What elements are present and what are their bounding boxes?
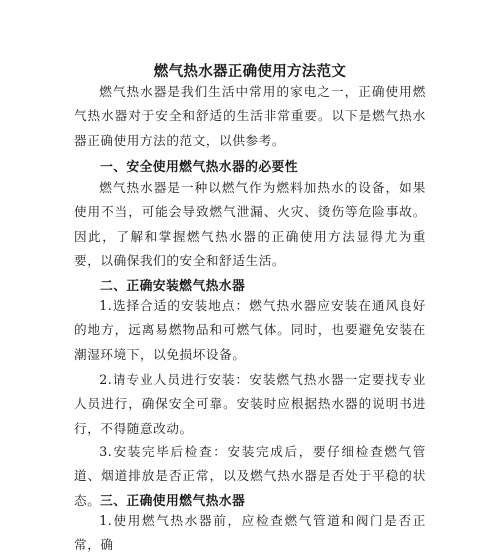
installation-item-3: 3.安装完毕后检查：安装完成后，要仔细检查燃气管道、烟道排放是否正常，以及燃气热水器是否处于平稳的状态。 (74, 444, 426, 508)
installation-item-2: 2.请专业人员进行安装：安装燃气热水器一定要找专业人员进行，确保安全可靠。安装时应根据热水器的说明书进行，不得随意改动。 (74, 372, 426, 436)
usage-item-1: 1.使用燃气热水器前，应检查燃气管道和阀门是否正常，确 (74, 513, 426, 553)
section-heading-installation: 二、正确安装燃气热水器 (100, 279, 246, 294)
document-title: 燃气热水器正确使用方法范文 (153, 63, 347, 80)
installation-item-1: 1.选择合适的安装地点：燃气热水器应安装在通风良好的地方，远离易燃物品和可燃气体。同时，也要避免安装在潮湿环境下，以免损坏设备。 (74, 298, 426, 362)
section-heading-usage: 三、正确使用燃气热水器 (100, 494, 246, 509)
safety-paragraph: 燃气热水器是一种以燃气作为燃料加热水的设备，如果使用不当，可能会导致燃气泄漏、火灾、烫伤等危险事故。因此，了解和掌握燃气热水器的正确使用方法显得尤为重要，以确保我们的安全和舒适生活。 (74, 180, 426, 268)
section-heading-safety: 一、安全使用燃气热水器的必要性 (100, 160, 298, 175)
intro-paragraph: 燃气热水器是我们生活中常用的家电之一，正确使用燃气热水器对于安全和舒适的生活非常重要。以下是燃气热水器正确使用方法的范文，以供参考。 (74, 84, 426, 148)
